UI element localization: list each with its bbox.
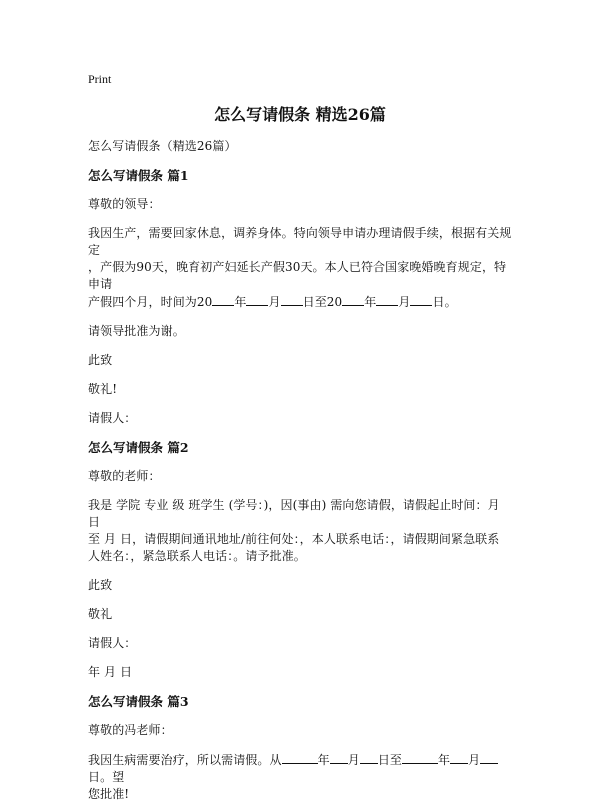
section-2-body xyxy=(88,497,512,565)
section-2-body-line-2: 至 月 日，请假期间通讯地址/前往何处：，本人联系电话：，请假期间紧急联系 xyxy=(88,532,500,546)
section-1-closing-1: 此致 xyxy=(88,353,113,367)
date-part: 年 xyxy=(317,753,330,767)
date-part: 月 xyxy=(468,753,481,767)
section-2-body-line-1: 我是 学院 专业 级 班学生 (学号：)，因(事由) 需向您请假，请假起止时间：月 日 xyxy=(88,498,500,529)
blank-field xyxy=(376,293,398,306)
document-subtitle: 怎么写请假条（精选26篇） xyxy=(88,139,237,153)
blank-field xyxy=(342,293,364,306)
date-part: 年 xyxy=(438,753,451,767)
date-part: 日。望 xyxy=(88,770,125,784)
blank-field xyxy=(330,751,348,764)
section-3-body xyxy=(88,751,512,803)
section-1-date-prefix: 产假四个月，时间为20 xyxy=(88,295,213,309)
section-3-body-end: 您批准! xyxy=(88,787,130,801)
section-3-date-prefix: 我因生病需要治疗，所以需请假。从 xyxy=(88,753,282,767)
date-part: 月 xyxy=(347,753,360,767)
blank-field xyxy=(402,751,438,764)
section-2-body-line-3: 人姓名：，紧急联系人电话：。请予批准。 xyxy=(88,549,306,563)
date-part: 年 xyxy=(364,295,377,309)
document-title: 怎么写请假条 精选26篇 xyxy=(214,105,386,124)
date-part: 日。 xyxy=(432,295,457,309)
section-1-heading: 怎么写请假条 篇1 xyxy=(88,168,189,183)
blank-field xyxy=(480,751,498,764)
date-part: 日至20 xyxy=(302,295,343,309)
section-1-body-line-1: 我因生产，需要回家休息，调养身体。特向领导申请办理请假手续，根据有关规定 xyxy=(88,226,512,257)
date-part: 月 xyxy=(268,295,281,309)
section-1-signature: 请假人： xyxy=(88,411,137,425)
date-part: 月 xyxy=(398,295,411,309)
section-3-salutation: 尊敬的冯老师： xyxy=(88,723,173,737)
section-1-request: 请领导批准为谢。 xyxy=(88,324,185,338)
blank-field xyxy=(450,751,468,764)
print-label: Print xyxy=(88,72,112,86)
section-2-date: 年 月 日 xyxy=(88,665,133,679)
blank-field xyxy=(212,293,234,306)
section-2-closing-2: 敬礼 xyxy=(88,607,113,621)
section-2-salutation: 尊敬的老师： xyxy=(88,469,161,483)
section-1-closing-2: 敬礼! xyxy=(88,382,118,396)
section-1-salutation: 尊敬的领导： xyxy=(88,197,161,211)
blank-field xyxy=(360,751,378,764)
date-part: 年 xyxy=(234,295,247,309)
blank-field xyxy=(281,293,303,306)
date-part: 日至 xyxy=(377,753,403,767)
section-2-heading: 怎么写请假条 篇2 xyxy=(88,440,189,455)
blank-field xyxy=(246,293,268,306)
section-2-signature: 请假人： xyxy=(88,636,137,650)
section-3-heading: 怎么写请假条 篇3 xyxy=(88,694,189,709)
section-2-closing-1: 此致 xyxy=(88,578,113,592)
section-1-body xyxy=(88,225,512,311)
section-1-body-line-2: ，产假为90天，晚育初产妇延长产假30天。本人已符合国家晚婚晚育规定，特申请 xyxy=(88,260,507,291)
blank-field xyxy=(282,751,318,764)
blank-field xyxy=(410,293,432,306)
